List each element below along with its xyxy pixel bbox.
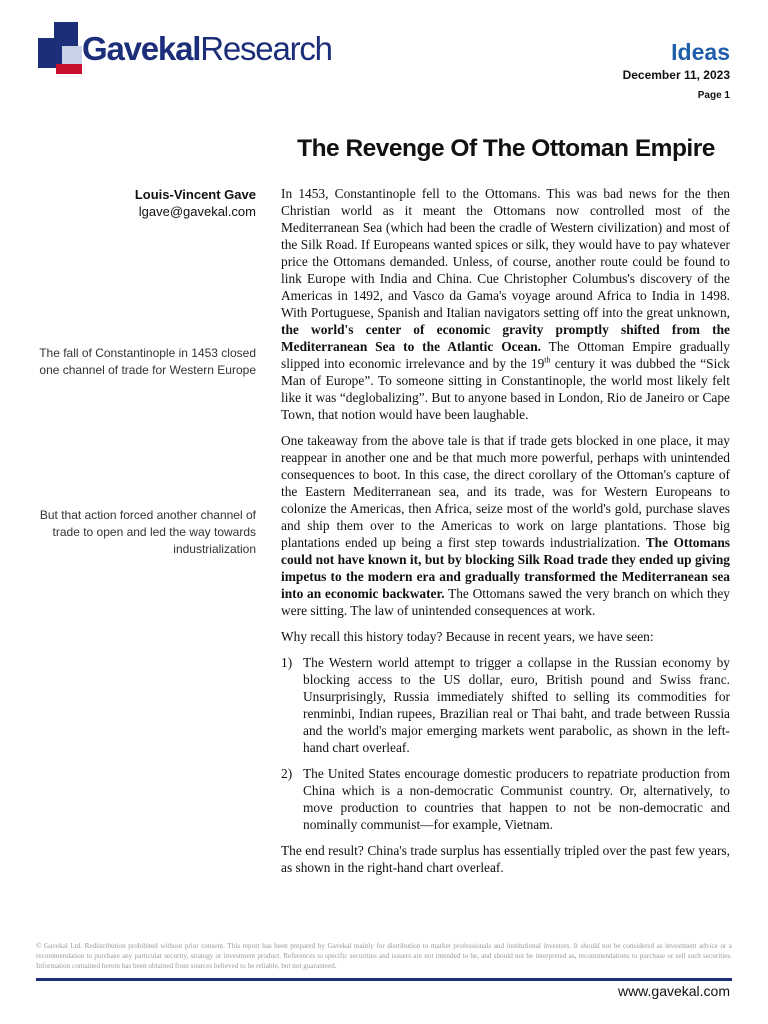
- p1-text-b: The Ottoman Empire gradually slipped into economic irrelevance and by the 19: [281, 339, 730, 371]
- p1-superscript: th: [544, 355, 551, 365]
- list-item-text: The Western world attempt to trigger a collapse in the Russian economy by blocking access to the US dollar, euro, British pound and Swiss franc. Unsurprisingly, Russia immediately shifted to selling its commodities for renminbi, Indian rupees, Brazilian real or Thai baht, and trade between Russia and the world's major emerging markets went parabolic, as shown in the left-hand chart overleaf.: [303, 655, 730, 755]
- footer-divider: [36, 978, 732, 981]
- numbered-list: [281, 654, 730, 833]
- website-link[interactable]: www.gavekal.com: [617, 983, 730, 999]
- author-email[interactable]: lgave@gavekal.com: [138, 204, 256, 219]
- page-number: Page 1: [697, 90, 730, 101]
- paragraph-2: [281, 432, 730, 619]
- logo-wordmark: [82, 29, 332, 69]
- paragraph-1: [281, 185, 730, 423]
- p2-text-a: One takeaway from the above tale is that if trade gets blocked in one place, it may reappear in another one and be that much more powerful, perhaps with unintended consequences to boot. In this case, the direct corollary of the Ottoman's capture of the Eastern Mediterranean sea, and its trade, was for Western Europeans to colonize the Americas, then Africa, seize most of the world's gold, purchase slaves and ship them over to the Americas to work on large plantations. Those big plantations ended up being a first step towards industrialization.: [281, 433, 730, 550]
- sidenote-2: But that action forced another channel of trade to open and led the way towards industrialization: [39, 508, 256, 556]
- paragraph-4: The end result? China's trade surplus has essentially tripled over the past few years, as shown in the right-hand chart overleaf.: [281, 843, 730, 875]
- logo-bold-text: Gavekal: [82, 30, 201, 67]
- list-item-number: 1): [281, 655, 293, 670]
- logo-regular-text: Research: [200, 30, 332, 67]
- paragraph-3: Why recall this history today? Because in recent years, we have seen:: [281, 629, 654, 644]
- p2-text-b: The Ottomans sawed the very branch on which they were sitting. The law of unintended consequences at work.: [281, 586, 731, 618]
- article-title: The Revenge Of The Ottoman Empire: [297, 135, 715, 162]
- list-item-text: The United States encourage domestic producers to repatriate production from China which is a non-democratic Communist country. Or, alternatively, to move production to countries that happen to not be non-democratic and nominally communist—for example, Vietnam.: [303, 766, 730, 832]
- p1-bold: the world's center of economic gravity promptly shifted from the Mediterranean Sea to the Atlantic Ocean.: [281, 322, 730, 354]
- gavekal-logo: [36, 22, 332, 78]
- author-block: [16, 186, 256, 220]
- article-body: [281, 185, 730, 885]
- author-name: Louis-Vincent Gave: [134, 187, 256, 202]
- publication-date: December 11, 2023: [622, 68, 730, 82]
- p2-bold: The Ottomans could not have known it, but by blocking Silk Road trade they ended up giving impetus to the modern era and gradually transformed the Mediterranean sea into an economic backwater.: [281, 535, 730, 601]
- sidenote-1: The fall of Constantinople in 1453 closed one channel of trade for Western Europe: [39, 346, 256, 377]
- section-label: Ideas: [671, 39, 730, 65]
- list-item: [281, 765, 730, 833]
- logo-squares-icon: [36, 22, 86, 76]
- header-meta: [623, 38, 730, 103]
- p1-text-c: century it was dubbed the “Sick Man of Europe”. To someone sitting in Constantinople, the world most likely felt like it was “deglobalizing”. But to anyone based in London, Rio de Janeiro or Cape Town, that notion would have been laughable.: [281, 356, 730, 422]
- legal-disclaimer: © Gavekal Ltd. Redistribution prohibited without prior consent. This report has been prepared by Gavekal mainly for distribution to market professionals and institutional investors. It should not be considered as investment advice or a recommendation to purchase any particular security, strategy or investment product. References to specific securities and issuers are not intended to be, and should not be interpreted as, recommendations to purchase or sell such securities. Information contained herein has been obtained from sources believed to be reliable, but not guaranteed.: [36, 942, 732, 970]
- p1-text-a: In 1453, Constantinople fell to the Ottomans. This was bad news for the then Christian world as it meant the Ottomans now controlled most of the Mediterranean Sea (which had been the cradle of Western civilization) and most of the Silk Road. If Europeans wanted spices or silk, they would have to pay whatever price the Ottomans demanded. Unless, of course, another route could be found to link Europe with India and China. Cue Christopher Columbus's discovery of the Americas in 1492, and Vasco da Gama's voyage around Africa to India in 1498. With Portuguese, Spanish and Italian navigators setting off into the great unknown,: [281, 186, 730, 320]
- list-item-number: 2): [281, 766, 293, 781]
- list-item: [281, 654, 730, 756]
